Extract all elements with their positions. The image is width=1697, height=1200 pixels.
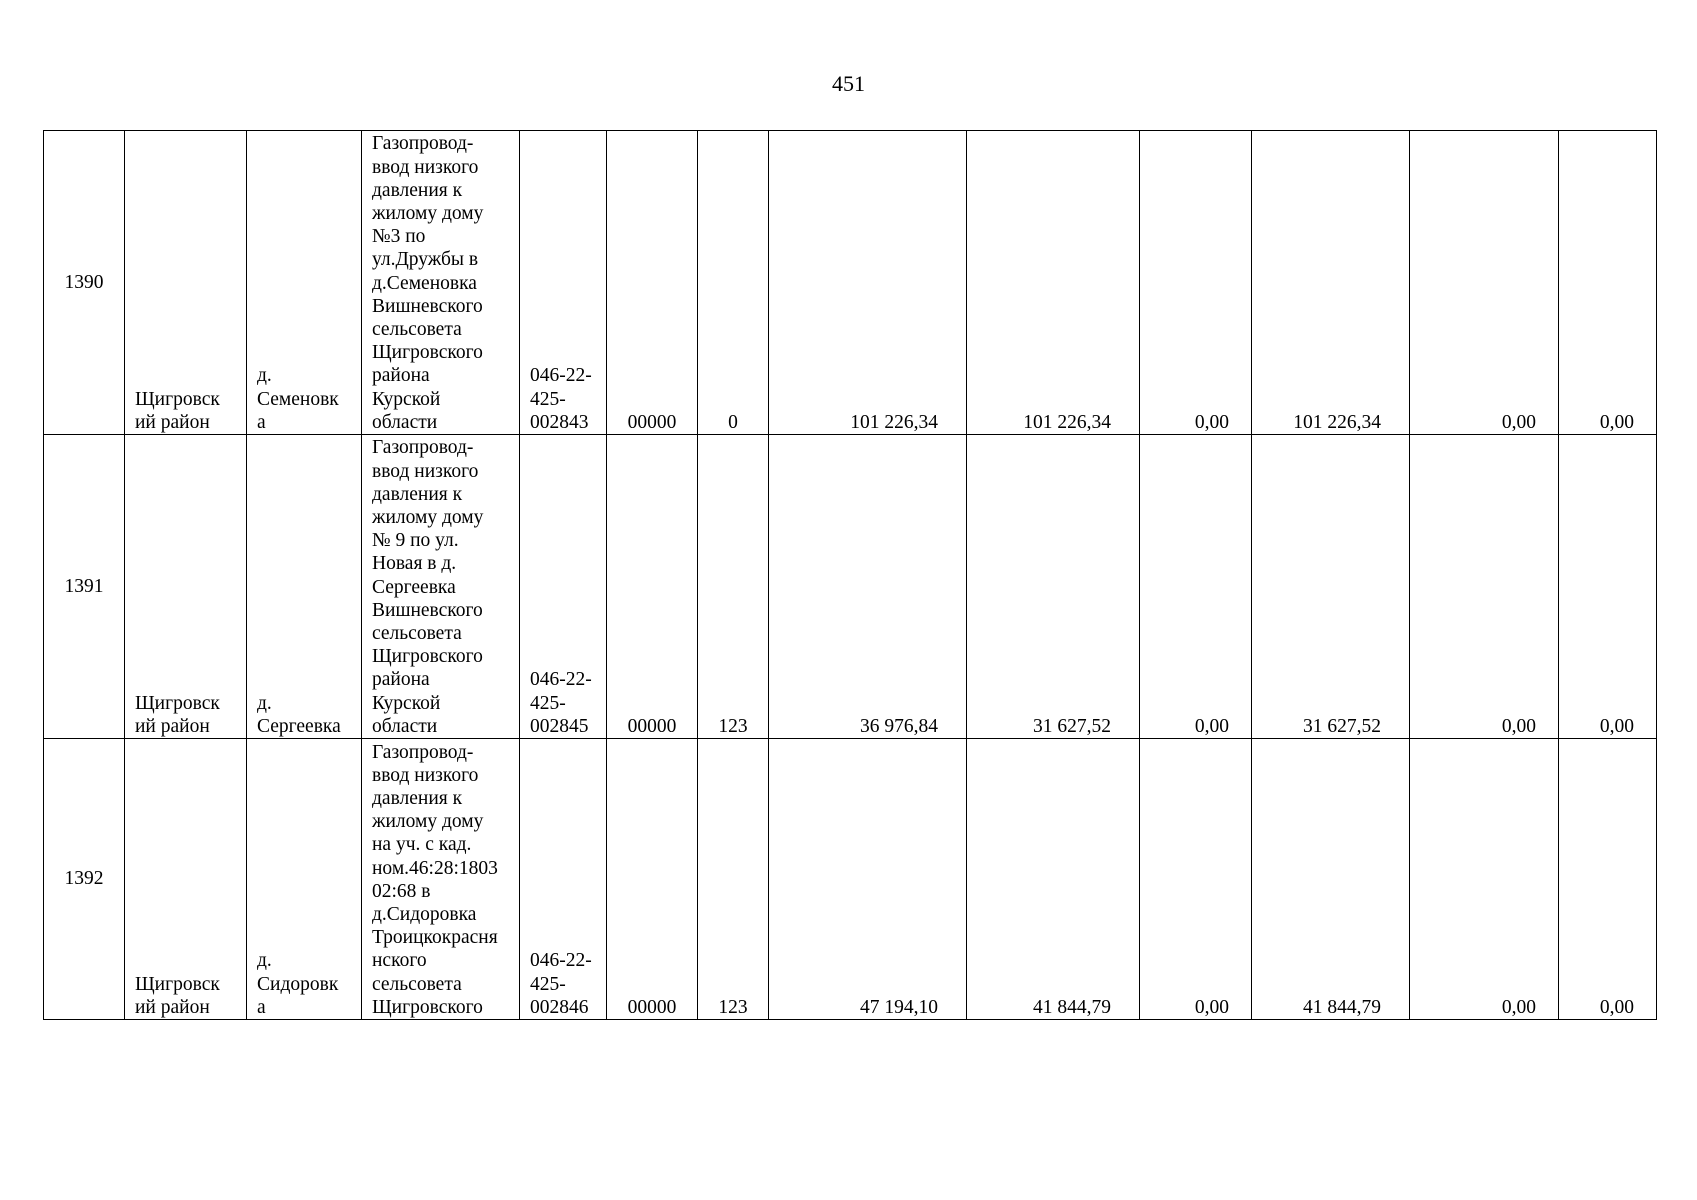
code2-cell: 00000 xyxy=(607,739,698,1020)
settlement-cell: д. Семеновк а xyxy=(247,131,362,435)
table-row xyxy=(44,131,1657,435)
value4-cell: 101 226,34 xyxy=(1252,131,1410,435)
description-cell: Газопровод- ввод низкого давления к жилому дому №3 по ул.Дружбы в д.Семеновка Вишневского сельсовета Щигровского района Курской области xyxy=(362,131,520,435)
value1-cell: 47 194,10 xyxy=(769,739,967,1020)
value6-cell: 0,00 xyxy=(1559,131,1657,435)
registry-code-cell: 046-22- 425- 002843 xyxy=(520,131,607,435)
description-cell: Газопровод- ввод низкого давления к жилому дому № 9 по ул. Новая в д. Сергеевка Вишневского сельсовета Щигровского района Курской области xyxy=(362,435,520,739)
value6-cell: 0,00 xyxy=(1559,739,1657,1020)
page-number: 451 xyxy=(832,71,865,96)
value5-cell: 0,00 xyxy=(1410,435,1559,739)
registry-code-cell: 046-22- 425- 002846 xyxy=(520,739,607,1020)
registry-code-cell: 046-22- 425- 002845 xyxy=(520,435,607,739)
district-cell: Щигровск ий район xyxy=(125,131,247,435)
value2-cell: 41 844,79 xyxy=(967,739,1140,1020)
settlement-cell: д. Сидоровк а xyxy=(247,739,362,1020)
district-cell: Щигровск ий район xyxy=(125,739,247,1020)
registry-table xyxy=(43,130,1657,1020)
value3-cell: 0,00 xyxy=(1140,435,1252,739)
row-number-cell: 1391 xyxy=(44,435,125,739)
code2-cell: 00000 xyxy=(607,435,698,739)
code2-cell: 00000 xyxy=(607,131,698,435)
value6-cell: 0,00 xyxy=(1559,435,1657,739)
settlement-cell: д. Сергеевка xyxy=(247,435,362,739)
table-row xyxy=(44,739,1657,1020)
value2-cell: 101 226,34 xyxy=(967,131,1140,435)
row-number-cell: 1392 xyxy=(44,739,125,1020)
value1-cell: 36 976,84 xyxy=(769,435,967,739)
value3-cell: 0,00 xyxy=(1140,739,1252,1020)
row-number-cell: 1390 xyxy=(44,131,125,435)
value4-cell: 31 627,52 xyxy=(1252,435,1410,739)
value5-cell: 0,00 xyxy=(1410,131,1559,435)
table-row xyxy=(44,435,1657,739)
value2-cell: 31 627,52 xyxy=(967,435,1140,739)
code3-cell: 123 xyxy=(698,739,769,1020)
value3-cell: 0,00 xyxy=(1140,131,1252,435)
value4-cell: 41 844,79 xyxy=(1252,739,1410,1020)
value1-cell: 101 226,34 xyxy=(769,131,967,435)
description-cell: Газопровод- ввод низкого давления к жилому дому на уч. с кад. ном.46:28:1803 02:68 в д.Сидоровка Троицкокрасня нского сельсовета Щигровского xyxy=(362,739,520,1020)
district-cell: Щигровск ий район xyxy=(125,435,247,739)
value5-cell: 0,00 xyxy=(1410,739,1559,1020)
code3-cell: 0 xyxy=(698,131,769,435)
code3-cell: 123 xyxy=(698,435,769,739)
